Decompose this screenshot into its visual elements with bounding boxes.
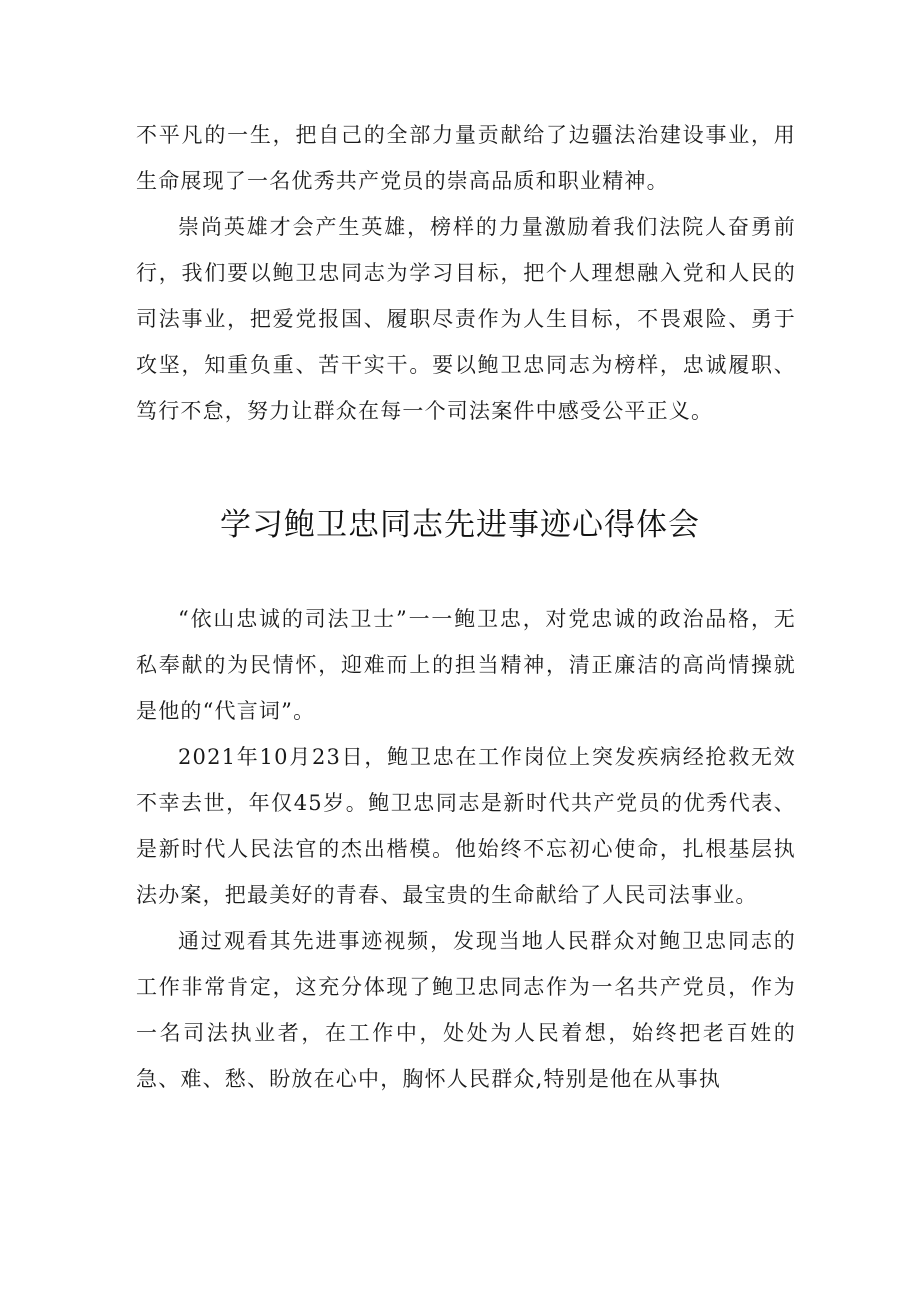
article-title: 学习鲍卫忠同志先进事迹心得体会	[220, 507, 700, 543]
previous-article-tail	[136, 112, 796, 434]
paragraph: “依山忠诚的司法卫士”一一鲍卫忠，对党忠诚的政治品格，无私奉献的为民情怀，迎难而上的担当精神，清正廉洁的高尚情操就是他的“代言词”。	[136, 607, 796, 723]
article-body	[136, 596, 796, 1102]
paragraph: 不平凡的一生，把自己的全部力量贡献给了边疆法治建设事业，用生命展现了一名优秀共产党员的崇高品质和职业精神。	[136, 123, 796, 193]
paragraph: 通过观看其先进事迹视频，发现当地人民群众对鲍卫忠同志的工作非常肯定，这充分体现了鲍卫忠同志作为一名共产党员，作为一名司法执业者，在工作中，处处为人民着想，始终把老百姓的急、难、愁、盼放在心中，胸怀人民群众,特别是他在从事执	[136, 929, 796, 1091]
paragraph: 2021年10月23日，鲍卫忠在工作岗位上突发疾病经抢救无效不幸去世，年仅45岁。鲍卫忠同志是新时代共产党员的优秀代表、是新时代人民法官的杰出楷模。他始终不忘初心使命，扎根基层执法办案，把最美好的青春、最宝贵的生命献给了人民司法事业。	[136, 745, 796, 907]
paragraph: 崇尚英雄才会产生英雄，榜样的力量激励着我们法院人奋勇前行，我们要以鲍卫忠同志为学习目标，把个人理想融入党和人民的司法事业，把爱党报国、履职尽责作为人生目标，不畏艰险、勇于攻坚，知重负重、苦干实干。要以鲍卫忠同志为榜样，忠诚履职、笃行不怠，努力让群众在每一个司法案件中感受公平正义。	[136, 215, 796, 423]
